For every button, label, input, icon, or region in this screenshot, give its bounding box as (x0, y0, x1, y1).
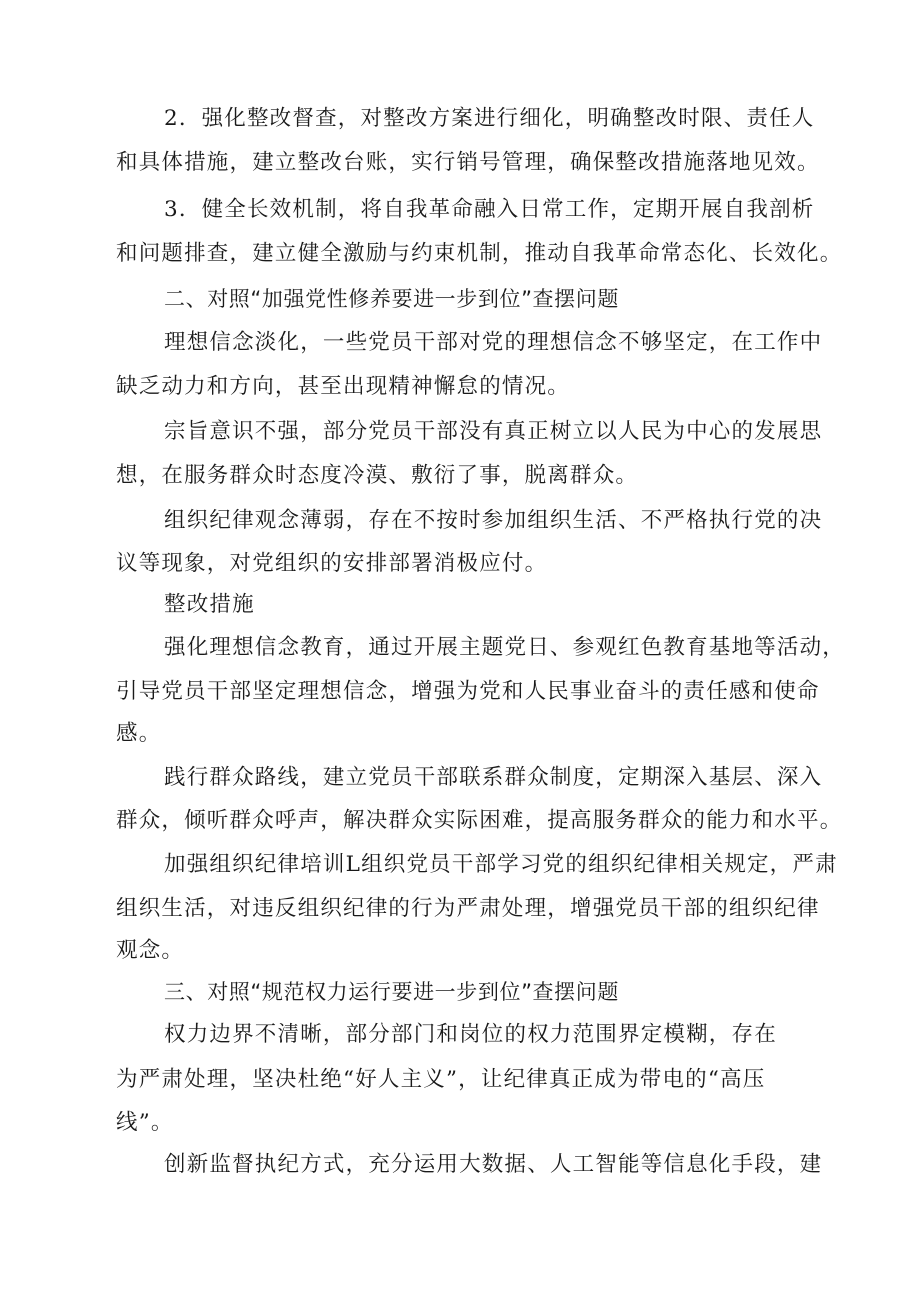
paragraph-line: 践行群众路线，建立党员干部联系群众制度，定期深入基层、深入 (164, 765, 823, 790)
paragraph-line: 想，在服务群众时态度冷漠、敷衍了事，脱离群众。 (116, 463, 639, 488)
paragraph-line: 强化理想信念教育，通过开展主题党日、参观红色教育基地等活动， (164, 635, 846, 660)
paragraph-line: 创新监督执纪方式，充分运用大数据、人工智能等信息化手段，建 (164, 1152, 823, 1177)
paragraph-line: 权力边界不清晰，部分部门和岗位的权力范围界定模糊，存在 (164, 1022, 777, 1047)
paragraph-line: 组织生活，对违反组织纪律的行为严肃处理，增强党员干部的组织纪律 (116, 896, 820, 921)
paragraph-line: 线”。 (116, 1110, 174, 1135)
paragraph-line: 和具体措施，建立整改台账，实行销号管理，确保整改措施落地见效。 (116, 150, 820, 175)
paragraph-line: 缺乏动力和方向，甚至出现精神懈怠的情况。 (116, 374, 571, 399)
paragraph-line: 群众，倾听群众呼声，解决群众实际困难，提高服务群众的能力和水平。 (116, 808, 843, 833)
paragraph-line: 观念。 (116, 938, 185, 963)
paragraph-line: 感。 (116, 721, 162, 746)
paragraph-line: 为严肃处理，坚决杜绝“好人主义”，让纪律真正成为带电的“高压 (116, 1067, 766, 1092)
subheading: 整改措施 (164, 592, 255, 617)
paragraph-line: 组织纪律观念薄弱，存在不按时参加组织生活、不严格执行党的决 (164, 508, 823, 533)
paragraph-line: 2．强化整改督查，对整改方案进行细化，明确整改时限、责任人 (164, 106, 815, 131)
paragraph-line: 引导党员干部坚定理想信念，增强为党和人民事业奋斗的责任感和使命 (116, 679, 820, 704)
paragraph-line: 宗旨意识不强，部分党员干部没有真正树立以人民为中心的发展思 (164, 419, 823, 444)
paragraph-line: 理想信念淡化，一些党员干部对党的理想信念不够坚定，在工作中 (164, 330, 823, 355)
paragraph-line: 加强组织纪律培训L组织党员干部学习党的组织纪律相关规定，严肃 (164, 852, 838, 877)
section-heading: 三、对照“规范权力运行要进一步到位”查摆问题 (164, 980, 619, 1004)
paragraph-line: 3．健全长效机制，将自我革命融入日常工作，定期开展自我剖析 (164, 197, 815, 222)
paragraph-line: 和问题排查，建立健全激励与约束机制，推动自我革命常态化、长效化。 (116, 241, 843, 266)
paragraph-line: 议等现象，对党组织的安排部署消极应付。 (116, 551, 548, 576)
section-heading: 二、对照“加强党性修养要进一步到位”查摆问题 (164, 287, 619, 311)
